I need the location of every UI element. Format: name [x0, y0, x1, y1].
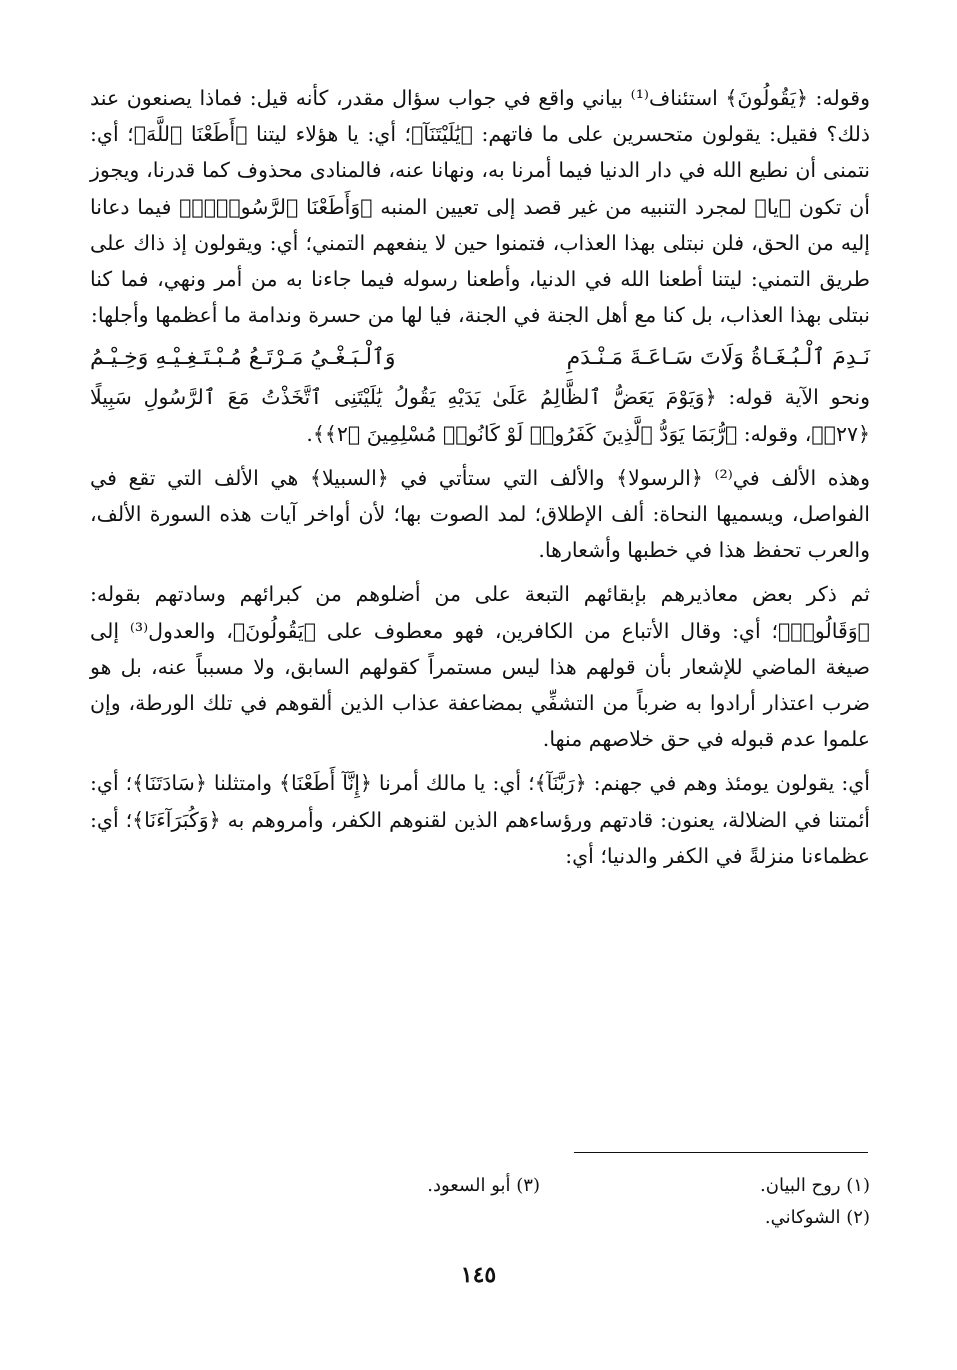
footnote-2: (٢) الشوكاني.	[764, 1207, 870, 1228]
paragraph-1: وقوله: ﴿يَقُولُونَ﴾ استئناف⁽¹⁾ بياني واقع في جواب سؤال مقدر، كأنه قيل: فماذا يصنعون عند ذلك؟ فقيل: يقولون متحسرين على ما فاتهم: ﴿يَٰلَيْتَنَآ﴾؛ أي: يا هؤلاء ليتنا ﴿أَطَعْنَا ٱللَّهَ﴾؛ أي: نتمنى أن نطيع الله في دار الدنيا فيما أمرنا به، ونهانا عنه، فالمنادى محذوف كما قدرنا، ويجوز أن تكون ﴿يا﴾ لمجرد التنبيه من غير قصد إلى تعيين المنبه ﴿وَأَطَعْنَا ٱلرَّسُولَا۠﴾ فيما دعانا إليه من الحق، فلن نبتلى بهذا العذاب، فتمنوا حين لا ينفعهم التمني؛ أي: ويقولون إذ ذاك على طريق التمني: ليتنا أطعنا الله في الدنيا، وأطعنا رسوله فيما جاءنا به من أمر ونهي، فما كنا نبتلى بهذا العذاب، بل كنا مع أهل الجنة في الجنة، فيا لها من حسرة وندامة ما أعظمها وأجلها:	[90, 86, 870, 328]
paragraph-4: ثم ذكر بعض معاذيرهم بإبقائهم التبعة على من أضلوهم من كبرائهم وسادتهم بقوله: ﴿وَقَالُوا۟﴾؛ أي: وقال الأتباع من الكافرين، فهو معطوف على ﴿يَقُولُونَ﴾، والعدول⁽³⁾ إلى صيغة الماضي للإشعار بأن قولهم هذا ليس مستمراً كقولهم السابق، ولا مسبباً عنه، بل هو ضرب اعتذار أرادوا به ضرباً من التشفِّي بمضاعفة عذاب الذين ألقوهم في تلك الورطة، وإن علموا عدم قبوله في حق خلاصهم منها.	[90, 582, 870, 752]
main-text	[90, 80, 870, 874]
verse-second-half: وَٱلْـبَـغْـيُ مَـرْتَـعُ مُـبْـتَـغِـيْـهِ وَخِـيْـمُ	[90, 345, 396, 371]
poetry-verse	[90, 339, 870, 377]
footnote-1: (١) روح البيان.	[760, 1175, 870, 1196]
paragraph-3: وهذه الألف في⁽²⁾ ﴿الرسولا﴾ والألف التي ستأتي في ﴿السبيلا﴾ هي الألف التي تقع في الفواصل، ويسميها النحاة: ألف الإطلاق؛ لمد الصوت بها؛ لأن أواخر آيات هذه السورة الألف، والعرب تحفظ هذا في خطبها وأشعارها.	[90, 465, 870, 563]
footnote-divider	[574, 1152, 868, 1153]
page-number: ١٤٥	[460, 1262, 497, 1288]
footnote-row	[90, 1170, 870, 1202]
verse-first-half: نَـدِمَ ٱلْـبُـغَـاةُ وَلَاتَ سَـاعَـةَ مَـنْـدَمِ	[566, 345, 870, 371]
paragraph-5: أي: يقولون يومئذ وهم في جهنم: ﴿رَبَّنَآ﴾؛ أي: يا مالك أمرنا ﴿إِنَّآ أَطَعْنَا﴾ وامتثلنا ﴿سَادَتَنَا﴾؛ أي: أئمتنا في الضلالة، يعنون: قادتهم ورؤساءهم الذين لقنوهم الكفر، وأمروهم به ﴿وَكُبَرَآءَنَا﴾؛ أي: عظماءنا منزلةً في الكفر والدنيا؛ أي:	[90, 771, 870, 868]
footnote-3: (٣) أبو السعود.	[427, 1175, 540, 1196]
paragraph-2: ونحو الآية قوله: ﴿وَيَوْمَ يَعَضُّ ٱلظَّالِمُ عَلَىٰ يَدَيْهِ يَقُولُ يَٰلَيْتَنِى ٱتَّخَذْتُ مَعَ ٱلرَّسُولِ سَبِيلًا ﴿٢٧﴾﴾، وقوله: ﴿رُّبَمَا يَوَدُّ ٱلَّذِينَ كَفَرُوا۟ لَوْ كَانُوا۟ مُسْلِمِينَ ﴿٢﴾﴾.	[90, 385, 870, 446]
footnotes	[90, 1170, 870, 1234]
footnote-row	[90, 1202, 870, 1234]
